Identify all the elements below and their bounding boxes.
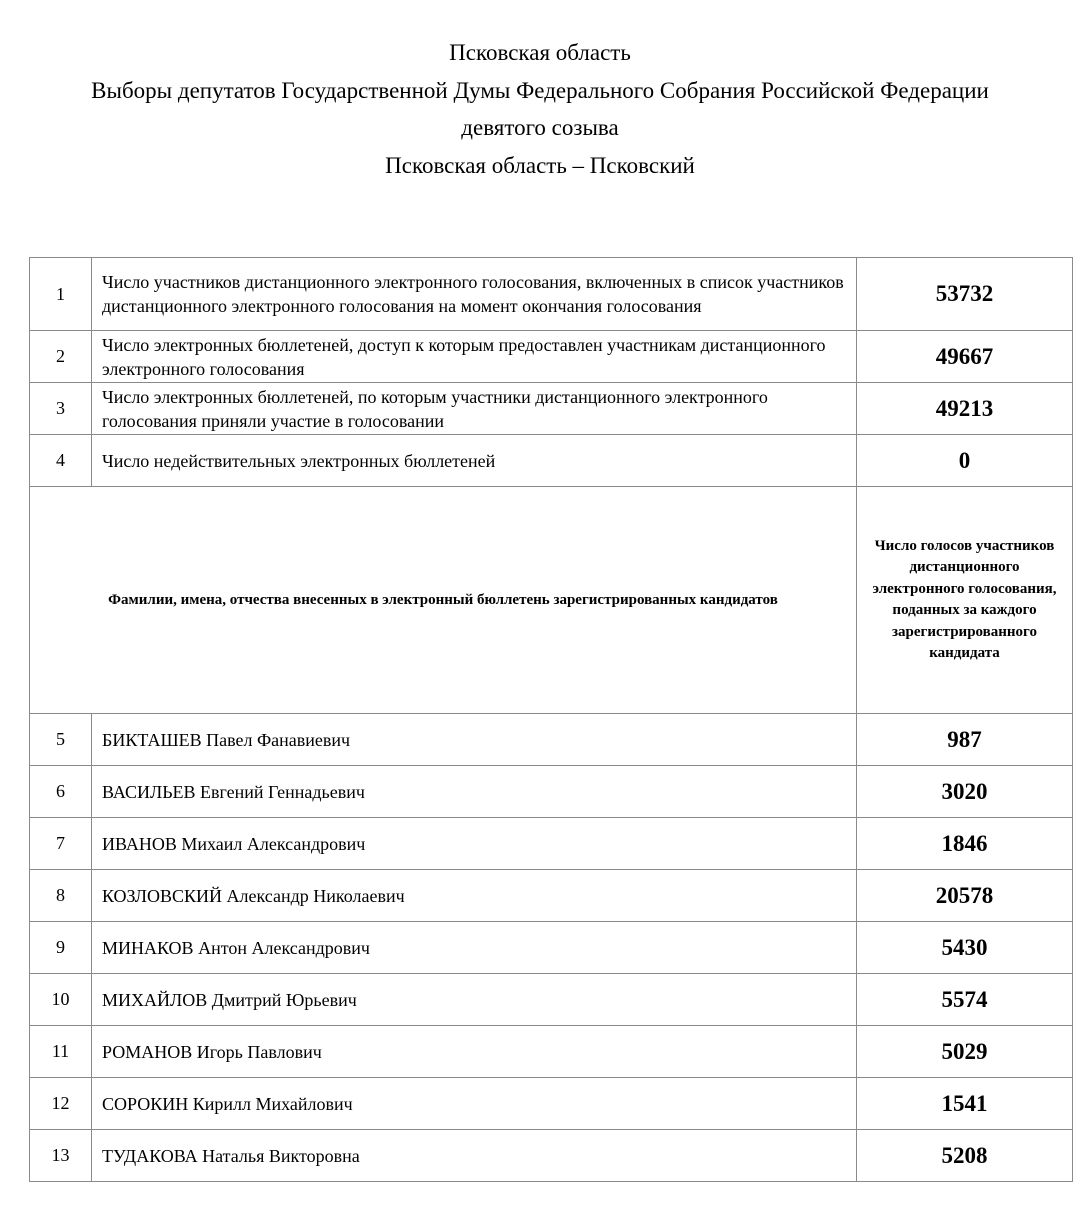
candidate-surname: ТУДАКОВА — [102, 1145, 198, 1166]
row-label: Число участников дистанционного электронного голосования, включенных в список участников дистанционного электронного голосования на момент окончания голосования — [92, 258, 857, 331]
candidate-name — [92, 870, 857, 922]
candidate-votes: 5208 — [857, 1130, 1073, 1182]
row-number: 1 — [30, 258, 92, 331]
candidate-name — [92, 818, 857, 870]
row-number: 11 — [30, 1026, 92, 1078]
candidate-votes: 20578 — [857, 870, 1073, 922]
table-row — [30, 435, 1073, 487]
candidates-header-row — [30, 487, 1073, 714]
candidate-rows — [30, 714, 1073, 1182]
candidate-row — [30, 714, 1073, 766]
candidate-name — [92, 1026, 857, 1078]
election-title: Выборы депутатов Государственной Думы Федерального Собрания Российской Федерации — [91, 77, 989, 103]
candidate-given-names: Александр Николаевич — [226, 885, 405, 906]
candidate-name — [92, 922, 857, 974]
candidate-row — [30, 922, 1073, 974]
candidate-row — [30, 1026, 1073, 1078]
candidate-name — [92, 766, 857, 818]
row-value: 49667 — [857, 331, 1073, 383]
candidate-given-names: Антон Александрович — [198, 937, 370, 958]
candidate-row — [30, 818, 1073, 870]
row-number: 10 — [30, 974, 92, 1026]
candidate-surname: РОМАНОВ — [102, 1041, 193, 1062]
row-value: 49213 — [857, 383, 1073, 435]
candidate-votes: 3020 — [857, 766, 1073, 818]
table-row — [30, 258, 1073, 331]
row-number: 2 — [30, 331, 92, 383]
row-number: 12 — [30, 1078, 92, 1130]
candidate-votes: 1541 — [857, 1078, 1073, 1130]
candidate-row — [30, 1078, 1073, 1130]
candidate-votes: 5029 — [857, 1026, 1073, 1078]
candidate-name — [92, 1078, 857, 1130]
candidate-surname: ВАСИЛЬЕВ — [102, 781, 196, 802]
candidate-given-names: Михаил Александрович — [181, 833, 366, 854]
row-number: 7 — [30, 818, 92, 870]
region-title: Псковская область — [449, 40, 631, 65]
row-number: 5 — [30, 714, 92, 766]
row-number: 4 — [30, 435, 92, 487]
candidates-names-header: Фамилии, имена, отчества внесенных в электронный бюллетень зарегистрированных кандидатов — [30, 487, 857, 714]
row-label: Число электронных бюллетеней, доступ к которым предоставлен участникам дистанционного электронного голосования — [92, 331, 857, 383]
row-number: 9 — [30, 922, 92, 974]
table-row — [30, 383, 1073, 435]
candidate-name — [92, 1130, 857, 1182]
candidates-votes-header: Число голосов участников дистанционного электронного голосования, поданных за каждого зарегистрированного кандидата — [857, 487, 1073, 714]
candidate-name — [92, 974, 857, 1026]
candidate-given-names: Евгений Геннадьевич — [200, 781, 365, 802]
candidate-surname: КОЗЛОВСКИЙ — [102, 885, 223, 906]
candidate-given-names: Кирилл Михайлович — [192, 1093, 353, 1114]
candidate-votes: 987 — [857, 714, 1073, 766]
candidate-given-names: Дмитрий Юрьевич — [211, 989, 357, 1010]
row-number: 6 — [30, 766, 92, 818]
row-number: 13 — [30, 1130, 92, 1182]
row-value: 0 — [857, 435, 1073, 487]
candidate-surname: БИКТАШЕВ — [102, 729, 202, 750]
row-value: 53732 — [857, 258, 1073, 331]
table-row — [30, 331, 1073, 383]
district-title: Псковская область – Псковский — [385, 152, 695, 178]
row-label: Число электронных бюллетеней, по которым участники дистанционного электронного голосования приняли участие в голосовании — [92, 383, 857, 435]
candidate-name — [92, 714, 857, 766]
results-table — [29, 257, 1073, 1182]
candidate-surname: СОРОКИН — [102, 1093, 189, 1114]
row-number: 3 — [30, 383, 92, 435]
candidate-given-names: Игорь Павлович — [196, 1041, 322, 1062]
candidate-row — [30, 870, 1073, 922]
candidate-votes: 5430 — [857, 922, 1073, 974]
candidate-row — [30, 1130, 1073, 1182]
candidate-votes: 1846 — [857, 818, 1073, 870]
candidate-surname: ИВАНОВ — [102, 833, 177, 854]
row-number: 8 — [30, 870, 92, 922]
candidate-surname: МИНАКОВ — [102, 937, 194, 958]
candidate-surname: МИХАЙЛОВ — [102, 989, 208, 1010]
candidate-given-names: Наталья Викторовна — [202, 1145, 360, 1166]
candidate-row — [30, 766, 1073, 818]
document-header — [0, 34, 1080, 184]
candidate-row — [30, 974, 1073, 1026]
row-label: Число недействительных электронных бюллетеней — [92, 435, 857, 487]
candidate-given-names: Павел Фанавиевич — [206, 729, 351, 750]
convocation-title: девятого созыва — [461, 115, 619, 140]
candidate-votes: 5574 — [857, 974, 1073, 1026]
